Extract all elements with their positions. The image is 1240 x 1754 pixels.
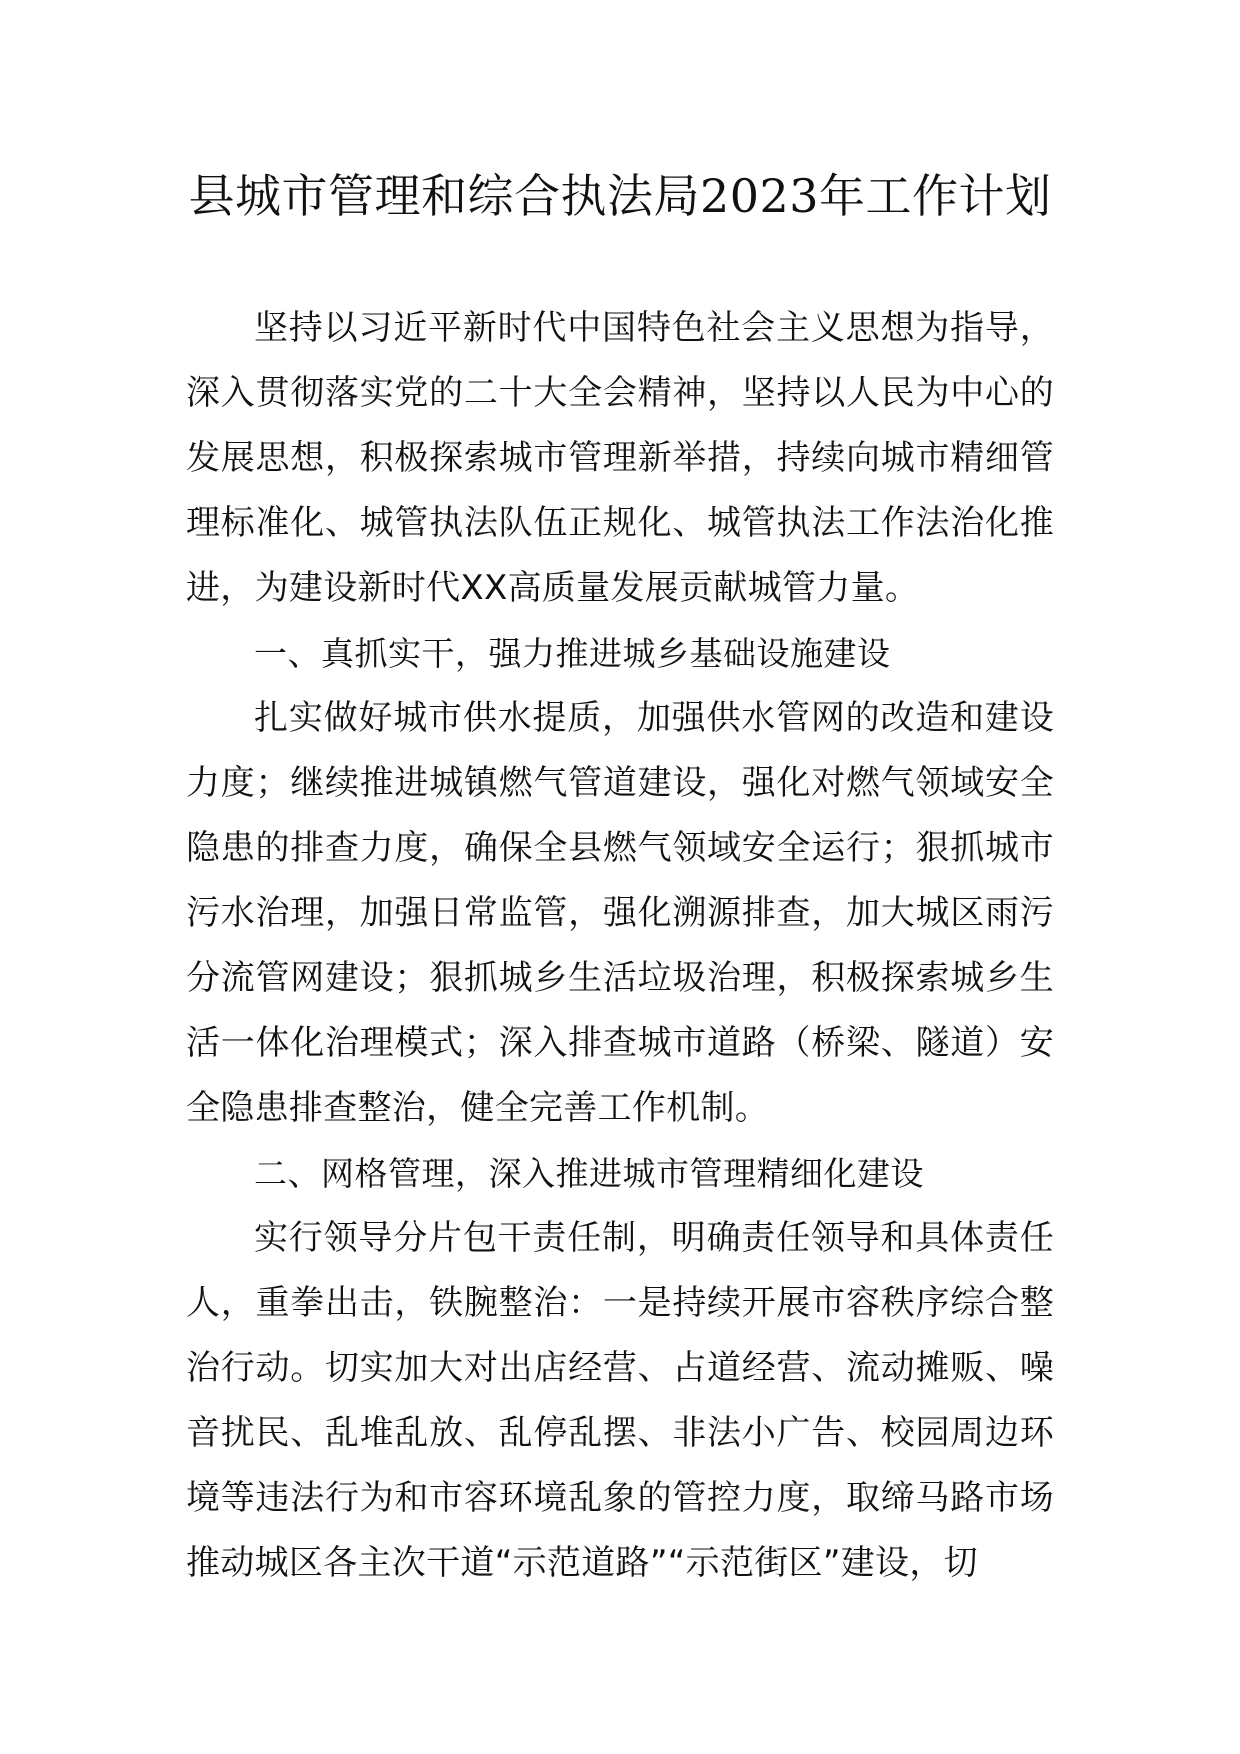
section-paragraph-2: 实行领导分片包干责任制，明确责任领导和具体责任人，重拳出击，铁腕整治：一是持续开展市容秩序综合整治行动。切实加大对出店经营、占道经营、流动摊贩、噪音扰民、乱堆乱放、乱停乱摆、非法小广告、校园周边环境等违法行为和市容环境乱象的管控力度，取缔马路市场推动城区各主次干道“示范道路”“示范街区”建设，切 <box>186 1218 1054 1583</box>
section-heading-2: 二、网格管理，深入推进城市管理精细化建设 <box>254 1154 924 1193</box>
intro-paragraph: 坚持以习近平新时代中国特色社会主义思想为指导，深入贯彻落实党的二十大全会精神，坚持以人民为中心的发展思想，积极探索城市管理新举措，持续向城市精细管理标准化、城管执法队伍正规化、城管执法工作法治化推进，为建设新时代XX高质量发展贡献城管力量。 <box>186 308 1054 608</box>
section-paragraph-1: 扎实做好城市供水提质，加强供水管网的改造和建设力度；继续推进城镇燃气管道建设，强化对燃气领域安全隐患的排查力度，确保全县燃气领域安全运行；狠抓城市污水治理，加强日常监管，强化溯源排查，加大城区雨污分流管网建设；狠抓城乡生活垃圾治理，积极探索城乡生活一体化治理模式；深入排查城市道路（桥梁、隧道）安全隐患排查整治，健全完善工作机制。 <box>186 698 1054 1128</box>
document-title: 县城市管理和综合执法局2023年工作计划 <box>188 169 1052 223</box>
section-heading-1: 一、真抓实干，强力推进城乡基础设施建设 <box>254 634 891 673</box>
document-body <box>186 296 1054 1596</box>
